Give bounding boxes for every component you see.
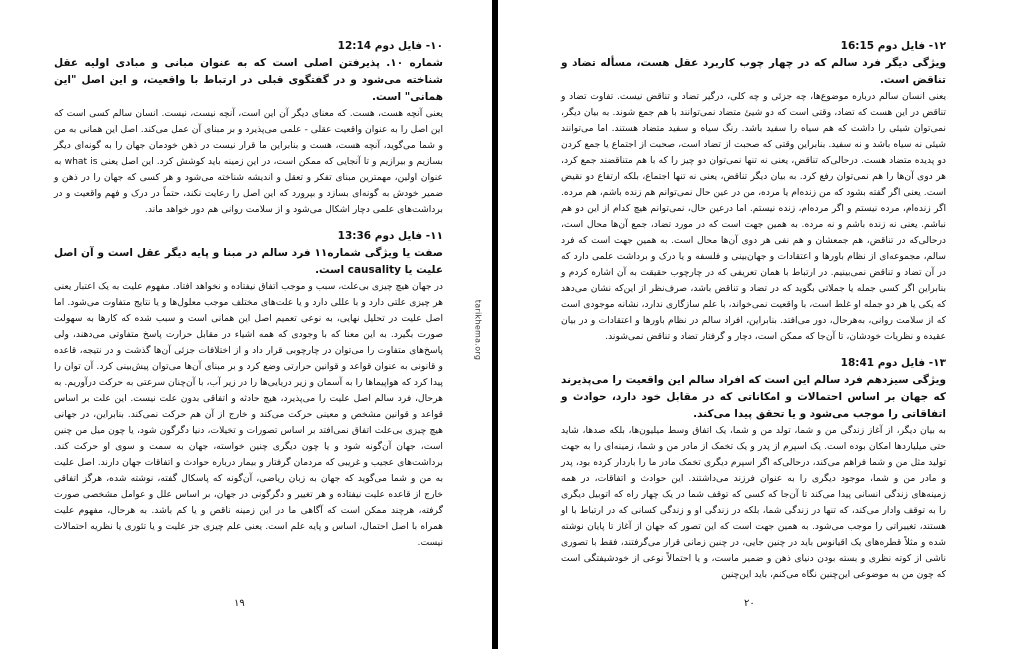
section-lead: صفت یا ویژگی شماره۱۱ فرد سالم در مبنا و پایه دیگر عقل است و آن اصل علیت یا causality است. <box>54 247 444 276</box>
section-11 <box>54 228 443 551</box>
section-title: ۱۱- فایل دوم 13:36 <box>337 230 443 242</box>
left-page <box>0 0 492 649</box>
section-body: یعنی آنچه هست، هست. که معنای دیگر آن این است، آنچه نیست، نیست. انسان سالم کسی است که این اصل را به عنوان واقعیت عقلی - علمی می‌پذیرد و بر مبنای آن عمل می‌کند. اصل این همانی به من و شما می‌گوید، آنچه هست، هست و بنابراین ما قرار نیست در ذهن خودمان جهان را به گونه‌ای دیگر بسازیم و بیرازیم و تا آنجایی که ممکن است، در این زمینه باید کوشش کرد. این اصل یعنی what is به عنوان اولین، مهمترین مبنای تفکر و تعقل و اندیشه شناخته می‌شود و هر کسی که جهان را در ذهن و ضمیر خودش به گونه‌ای بسازد و بپرورد که این اصل را رعایت نکند، حتماً در درک و فهم واقعیت و در برداشت‌های علمی دچار اشکال می‌شود و از سلامت روانی هم دور خواهد ماند. <box>54 108 443 215</box>
section-lead: شماره ۱۰. پذیرفتن اصلی است که به عنوان مبانی و مبادی اولیه عقل شناخته می‌شود و در گفتگوی قبلی در ارتباط با واقعیت، و این اصل "این همانی" است. <box>54 57 443 103</box>
section-body: یعنی انسان سالم درباره موضوع‌ها، چه جزئی و چه کلی، درگیر تضاد و تناقض نیست. تفاوت تضاد و تناقض در این هست که تضاد، وقتی است که دو شیئ متضاد نمی‌توانند با هم جمع شوند. به بیان دیگر، نمی‌توان شیئی را داشت که هم سیاه را سفید باشد. رنگ سیاه و سفید متضاد هستند. اما می‌توانند شیئی نه سیاه باشد و نه سفید. بنابراین وقتی که صحبت از تضاد است، صحبت از اجتماع یا جمع کردن دو پدیده متضاد هست. درحالی‌که تناقض، یعنی نه تنها نمی‌توان دو چیز را که با هم متناقضند جمع کرد، هر دوی آن‌ها را هم نمی‌توان رفع کرد. به بیان دیگر تناقض، یعنی نه تنها اجتماع، بلکه ارتفاع دو نقیض است. یعنی اگر گفته بشود که من زنده‌ام یا مرده، من در عین حال نمی‌توانم هم زنده باشم، هم مرده. اگر زنده‌ام، مرده نیستم و اگر مرده‌ام، زنده نیستم. اما درعین حال، نمی‌توانم هیچ کدام از این دو هم نباشم. یعنی نه زنده باشم و نه مرده. به همین جهت است که در مورد تضاد، جمع آن‌ها محال است، درحالی‌که در تناقض، هم جمعشان و هم نفی هر دوی آن‌ها محال است. به همین جهت است که فرد سالم، مجموعه‌ای از نظام باورها و اعتقادات و جهان‌بینی و فلسفه و یا درک و برداشت علمی دارد که در آن تضاد و تناقض نمی‌بینیم. در ارتباط با همان تعریفی که در چارچوب حقیقت به آن اشاره کردم و بنابراین اگر کسی جمله یا جملاتی بگوید که در تضاد و تناقض باشد، صرف‌نظر از این‌که نشان می‌دهد که یکی یا هر دو جمله او غلط است، با واقعیت نمی‌خواند، با علم سازگاری ندارد، نشانه موجودی است که از سلامت روانی، به‌هرحال، دور می‌افتد. بنابراین، افراد سالم در نظام باورها و اعتقادات و در بیان عقیده و نظریات خودشان، تا آن‌جا که ممکن است، دچار و گرفتار تضاد و تناقض نمی‌شوند. <box>561 91 946 342</box>
section-lead: ویژگی دیگر فرد سالم که در چهار چوب کاربرد عقل هست، مسأله تضاد و تناقض است. <box>561 57 946 86</box>
section-body: در جهان هیچ چیزی بی‌علت، سبب و موجب اتفاق نیفتاده و نخواهد افتاد. مفهوم علیت به یک اعتبار یعنی هر چیزی علتی دارد و با عللی دارد و یا علت‌های مختلف موجب معلول‌ها و یا نتایج متفاوت می‌شود. اما اصل علیت در تحلیل نهایی، به نوعی تعمیم اصل این همانی است و سبب شده که کارها به سهولت صورت بگیرد. به این معنا که با وجودی که همه اشیاء در مقابل حرارت پاسخ متفاوتی می‌دهند، ولی پاسخ‌های متفاوت را می‌توان در چارچوبی قرار داد و از اختلافات جزئی آن‌ها گذشت و در نتیجه، قاعده و قانونی به عنوان قواعد و قوانین حرارتی وضع کرد و بر مبنای آن‌ها می‌توان پیش‌بینی کرد. آن توان را پیدا کرد که هواپیماها را به آسمان و زیر دریایی‌ها را در زیر آب، با آن‌چنان سرعتی به حرکت درآوریم. به هرحال، فرد سالم اصل علیت را می‌پذیرد، هیچ حادثه و اتفاقی بدون علت نیست. این علت بر اساس قواعد و قوانین مشخص و معینی حرکت می‌کند و خارج از آن هم حرکت نمی‌کند. بنابراین، در جهانی هیچ چیزی بی‌علت اتفاق نمی‌افتد بر اساس تصورات و تخیلات، دنیا دگرگون شود، یا چون میل من چنین است، جهان آن‌گونه شود و یا چون دیگری چنین خواسته، جهان به سمت و سوی او حرکت کند. برداشت‌های عجیب و غریبی که مردمان گرفتار و بیمار درباره حوادث و اتفاقات جهان دارند. اصل علیت به من و شما می‌گوید که جهان به زبان ریاضی، آن‌گونه که پاسکال گفته، نوشته شده، هرگز اتفاقی خارج از قاعده علیت نیفتاده و هر تغییر و دگرگونی در جهان، بر اساس علل و عوامل مشخصی صورت گرفته، هرچند ممکن است که آگاهی ما در این زمینه ناقص و یا کم باشد. به هرحال، مفهوم علیت همراه با اصل احتمال، اساس و پایه علم است. یعنی علم چیزی جز علیت و یا تئوری یا نظریه احتمالات نیست. <box>54 281 443 548</box>
left-page-content <box>54 38 443 561</box>
section-title: ۱۳- فایل دوم 18:41 <box>840 357 946 369</box>
section-10 <box>54 38 443 218</box>
section-body: به بیان دیگر، از آغاز زندگی من و شما، تولد من و شما، یک اتفاق وسط میلیون‌ها، بلکه صدها، شاید حتی میلیاردها امکان بوده است. یک اسپرم از پدر و یک تخمک از مادر من و شما، زمینه‌ای را به جهت تولید مثل من و شما فراهم می‌کند، درحالی‌که اگر اسپرم دیگری تخمک مادر ما را باردار کرده بود، پدر و مادر من و شما، موجود دیگری را به عنوان فرزند می‌داشتند. این حوادث و اتفاقات، در همه زمینه‌های زندگی انسانی پیدا می‌کند تا آن‌جا که کسی که توقف شما در یک چهار راه که اتوبیل دیگری را به توقف وادار می‌کند، که تنها در زندگی شما، بلکه در زندگی او و زندگی کسانی که در ارتباط با او هستند، تغییراتی را موجب می‌شود. به همین جهت است که این تصور که جهان از آغاز تا پایان نوشته شده و مثلاً قطره‌های یک اقیانوس باید در چنین جایی، در چنین زمانی قرار می‌گرفتند، فقط با تصوری ناشی از کوته نظری و بسته بودن دنیای ذهن و ضمیر ماست، و یا احتمالاً نوعی از خودشیفتگی است که چون من به موضوعی این‌چنین نگاه می‌کنم، باید این‌چنین <box>561 425 946 580</box>
section-title: ۱۲- فایل دوم 16:15 <box>840 40 946 52</box>
section-13 <box>561 355 946 583</box>
section-title: ۱۰- فایل دوم 12:14 <box>337 40 443 52</box>
section-12 <box>561 38 946 345</box>
watermark: tarikhema.org <box>473 299 483 361</box>
right-page-content <box>561 38 946 593</box>
section-lead: ویژگی سیزدهم فرد سالم این است که افراد سالم این واقعیت را می‌پذیرند که جهان بر اساس احتمالات و امکاناتی که در مقابل خود دارد، حوادث و اتفاقاتی را موجب می‌شود و یا تحقق پیدا می‌کند. <box>561 374 946 420</box>
page-number: ۱۹ <box>234 598 245 609</box>
right-page <box>498 0 1011 649</box>
page-number: ۲۰ <box>744 598 755 609</box>
